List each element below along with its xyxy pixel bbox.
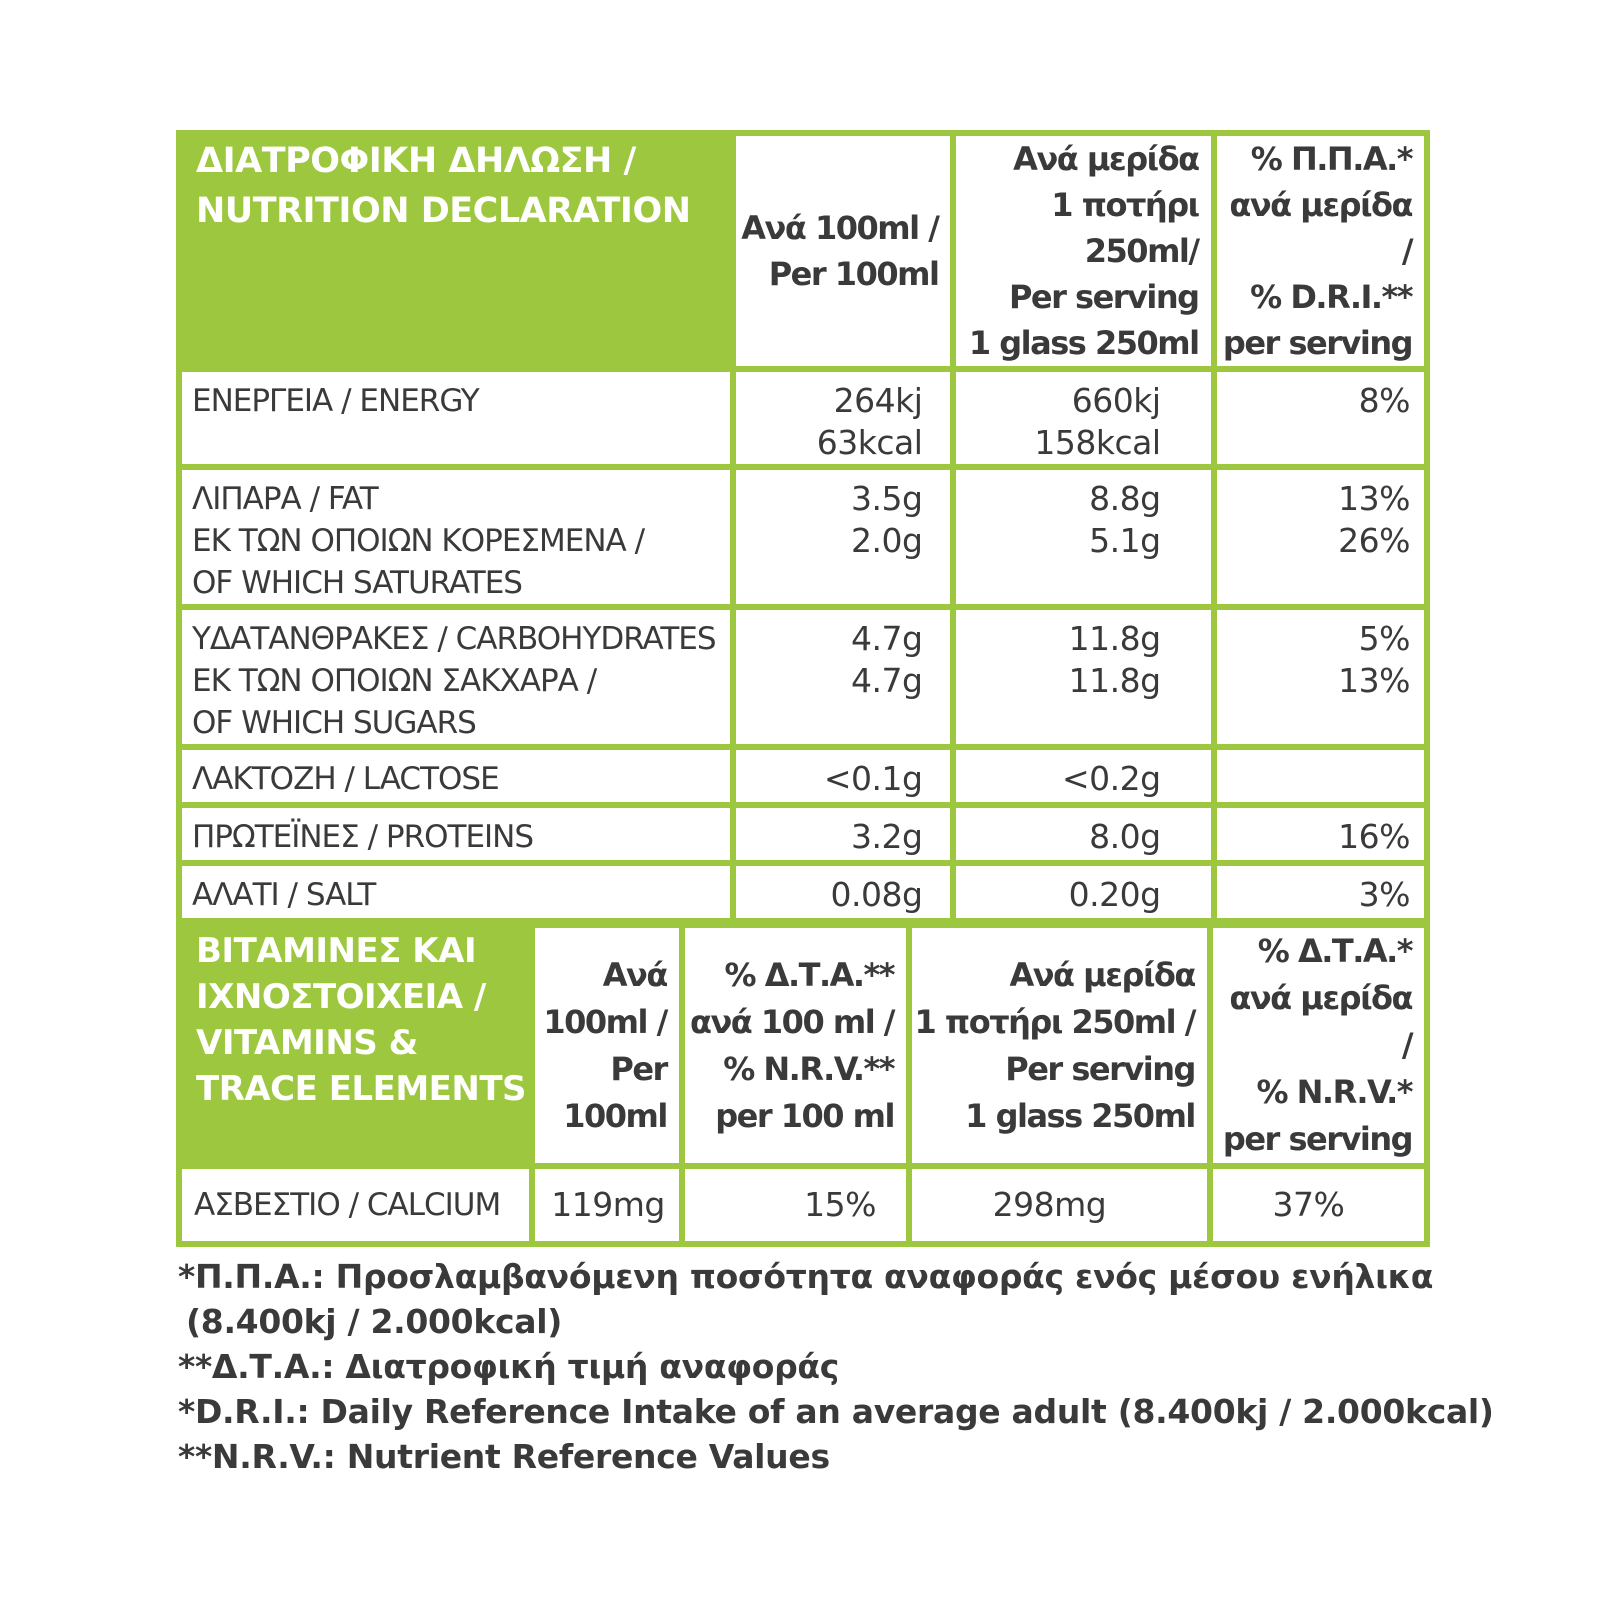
- table-row: [179, 1166, 1427, 1244]
- col-header-line: Per: [610, 1049, 667, 1088]
- table-row: [179, 607, 1427, 747]
- per-100ml-value: [733, 467, 954, 607]
- nrv-serving-value: 37%: [1210, 1166, 1427, 1244]
- per-serving-value: [953, 467, 1213, 607]
- col-header-line: % Δ.Τ.Α.*: [1257, 932, 1412, 970]
- col-per-100ml-header: [532, 925, 681, 1166]
- per-serving-value: [953, 805, 1213, 863]
- label-line: ΑΛΑΤΙ / SALT: [192, 877, 376, 913]
- col-header-line: 100ml /: [543, 1002, 667, 1041]
- col-header-line: Per serving: [1008, 278, 1199, 316]
- col-header-line: 100ml: [563, 1096, 667, 1135]
- col-header-line: % N.R.V.**: [723, 1049, 894, 1088]
- value-line: 3%: [1358, 875, 1410, 914]
- col-header-line: % Π.Π.Α.*: [1250, 140, 1412, 178]
- per-serving-value: [953, 607, 1213, 747]
- value-line: 0.20g: [1068, 875, 1161, 914]
- value-line: 660kj: [1071, 381, 1161, 420]
- col-nrv-serving-header: [1210, 925, 1427, 1166]
- per-100ml-value: [733, 607, 954, 747]
- row-label: [179, 805, 733, 863]
- vitamins-title-line: VITAMINS &: [196, 1023, 418, 1063]
- value-line: 158kcal: [1034, 423, 1161, 462]
- vitamins-title-line: TRACE ELEMENTS: [196, 1069, 527, 1109]
- value-line: 16%: [1338, 817, 1410, 856]
- col-header-line: Per serving: [1005, 1049, 1195, 1088]
- col-header-line: Ανά μερίδα: [1013, 140, 1199, 178]
- label-line: ΕΚ ΤΩΝ ΟΠΟΙΩΝ ΚΟΡΕΣΜΕΝΑ /: [192, 523, 645, 559]
- vitamins-title-line: ΙΧΝΟΣΤΟΙΧΕΙΑ /: [196, 977, 486, 1017]
- per-100ml-value: [733, 805, 954, 863]
- col-header-line: 1 glass 250ml: [968, 324, 1199, 362]
- footnote-dta: **Δ.Τ.Α.: Διατροφική τιμή αναφοράς: [178, 1347, 840, 1386]
- vitamins-table: [176, 922, 1430, 1247]
- per-100ml-value: [733, 747, 954, 805]
- footnote-pia-values: (8.400kj / 2.000kcal): [186, 1302, 563, 1341]
- value-line: 8.0g: [1089, 817, 1161, 856]
- col-header-line: per serving: [1222, 324, 1412, 362]
- col-header-line: % Δ.Τ.Α.**: [724, 955, 894, 994]
- label-line: ΕΚ ΤΩΝ ΟΠΟΙΩΝ ΣΑΚΧΑΡΑ /: [192, 663, 597, 699]
- footnote-dri: *D.R.I.: Daily Reference Intake of an average adult (8.400kj / 2.000kcal): [178, 1392, 1494, 1431]
- row-label: [179, 747, 733, 805]
- table-row: [179, 467, 1427, 607]
- value-line: 5.1g: [1089, 521, 1161, 560]
- nrv-100ml-value: 15%: [682, 1166, 909, 1244]
- value-line: 11.8g: [1068, 661, 1161, 700]
- col-header-line: % D.R.I.**: [1250, 278, 1412, 316]
- per-serving-value: [953, 369, 1213, 467]
- value-line: 26%: [1338, 521, 1410, 560]
- table-row: [179, 863, 1427, 921]
- label-line: ΥΔΑΤΑΝΘΡΑΚΕΣ / CARBOHYDRATES: [192, 621, 716, 657]
- value-line: 264kj: [833, 381, 923, 420]
- label-line: OF WHICH SATURATES: [192, 565, 522, 601]
- footnotes: [178, 1254, 1558, 1479]
- dri-value: [1214, 369, 1427, 467]
- nutrition-header-row: [179, 133, 1427, 369]
- row-label: [179, 607, 733, 747]
- vitamins-header-row: [179, 925, 1427, 1166]
- col-header-line: 1 glass 250ml: [965, 1096, 1195, 1135]
- dri-value: [1214, 747, 1427, 805]
- value-line: 5%: [1358, 619, 1410, 658]
- per-serving-value: 298mg: [909, 1166, 1210, 1244]
- label-line: OF WHICH SUGARS: [192, 705, 476, 741]
- col-header-line: ανά μερίδα /: [1229, 979, 1412, 1064]
- dri-value: [1214, 467, 1427, 607]
- label-line: ΠΡΩΤΕΪΝΕΣ / PROTEINS: [192, 819, 534, 855]
- value-line: 13%: [1338, 479, 1410, 518]
- dri-value: [1214, 863, 1427, 921]
- per-100ml-value: [733, 863, 954, 921]
- footnote-pia: *Π.Π.Α.: Προσλαμβανόμενη ποσότητα αναφοράς ενός μέσου ενήλικα: [178, 1257, 1434, 1296]
- row-label: [179, 369, 733, 467]
- nutrition-title-cell: [179, 133, 733, 369]
- nutrition-title-en: NUTRITION DECLARATION: [196, 191, 691, 231]
- vitamins-title-cell: [179, 925, 532, 1166]
- col-header-line: ανά 100 ml /: [690, 1002, 894, 1041]
- value-line: 3.2g: [850, 817, 923, 856]
- value-line: 4.7g: [850, 619, 923, 658]
- col-header-line: Ανά μερίδα: [1009, 955, 1195, 994]
- dri-value: [1214, 607, 1427, 747]
- col-header-line: per serving: [1222, 1120, 1412, 1158]
- col-header-line: ανά μερίδα /: [1229, 186, 1412, 270]
- value-line: <0.1g: [823, 759, 923, 798]
- value-line: 4.7g: [850, 661, 923, 700]
- col-per-100ml-header: [733, 133, 954, 369]
- value-line: 13%: [1338, 661, 1410, 700]
- col-header-line: 1 ποτήρι 250ml/: [1051, 186, 1199, 270]
- label-line: ΕΝΕΡΓΕΙΑ / ENERGY: [192, 383, 479, 419]
- per-serving-value: [953, 863, 1213, 921]
- col-dri-header: [1214, 133, 1427, 369]
- value-line: 2.0g: [850, 521, 923, 560]
- row-label: [179, 863, 733, 921]
- col-header-line: per 100 ml: [715, 1096, 894, 1135]
- row-label: ΑΣΒΕΣΤΙΟ / CALCIUM: [179, 1166, 532, 1244]
- value-line: 0.08g: [830, 875, 923, 914]
- table-row: [179, 805, 1427, 863]
- col-header-line: % N.R.V.*: [1256, 1073, 1412, 1111]
- dri-value: [1214, 805, 1427, 863]
- col-header-line: 1 ποτήρι 250ml /: [914, 1002, 1195, 1041]
- label-line: ΛΙΠΑΡΑ / FAT: [192, 481, 378, 517]
- value-line: <0.2g: [1061, 759, 1161, 798]
- value-line: 63kcal: [816, 423, 923, 462]
- per-serving-value: [953, 747, 1213, 805]
- value-line: 11.8g: [1068, 619, 1161, 658]
- per-100ml-value: [733, 369, 954, 467]
- col-header-line: Ανά: [602, 955, 667, 994]
- col-per-serving-header: [953, 133, 1213, 369]
- per-100ml-value: 119mg: [532, 1166, 681, 1244]
- nutrition-table: [176, 130, 1430, 924]
- col-header-line: Per 100ml: [768, 255, 939, 293]
- col-header-line: Ανά 100ml /: [741, 209, 939, 247]
- footnote-nrv: **N.R.V.: Nutrient Reference Values: [178, 1437, 830, 1476]
- value-line: 8.8g: [1089, 479, 1161, 518]
- nutrition-title-gr: ΔΙΑΤΡΟΦΙΚΗ ΔΗΛΩΣΗ /: [196, 141, 636, 181]
- col-per-serving-header: [909, 925, 1210, 1166]
- value-line: 8%: [1358, 381, 1410, 420]
- label-line: ΛΑΚΤΟΖΗ / LACTOSE: [192, 761, 499, 797]
- table-row: [179, 747, 1427, 805]
- vitamins-title-line: ΒΙΤΑΜΙΝΕΣ ΚΑΙ: [196, 931, 477, 971]
- table-row: [179, 369, 1427, 467]
- row-label: [179, 467, 733, 607]
- col-nrv-100ml-header: [682, 925, 909, 1166]
- value-line: 3.5g: [850, 479, 923, 518]
